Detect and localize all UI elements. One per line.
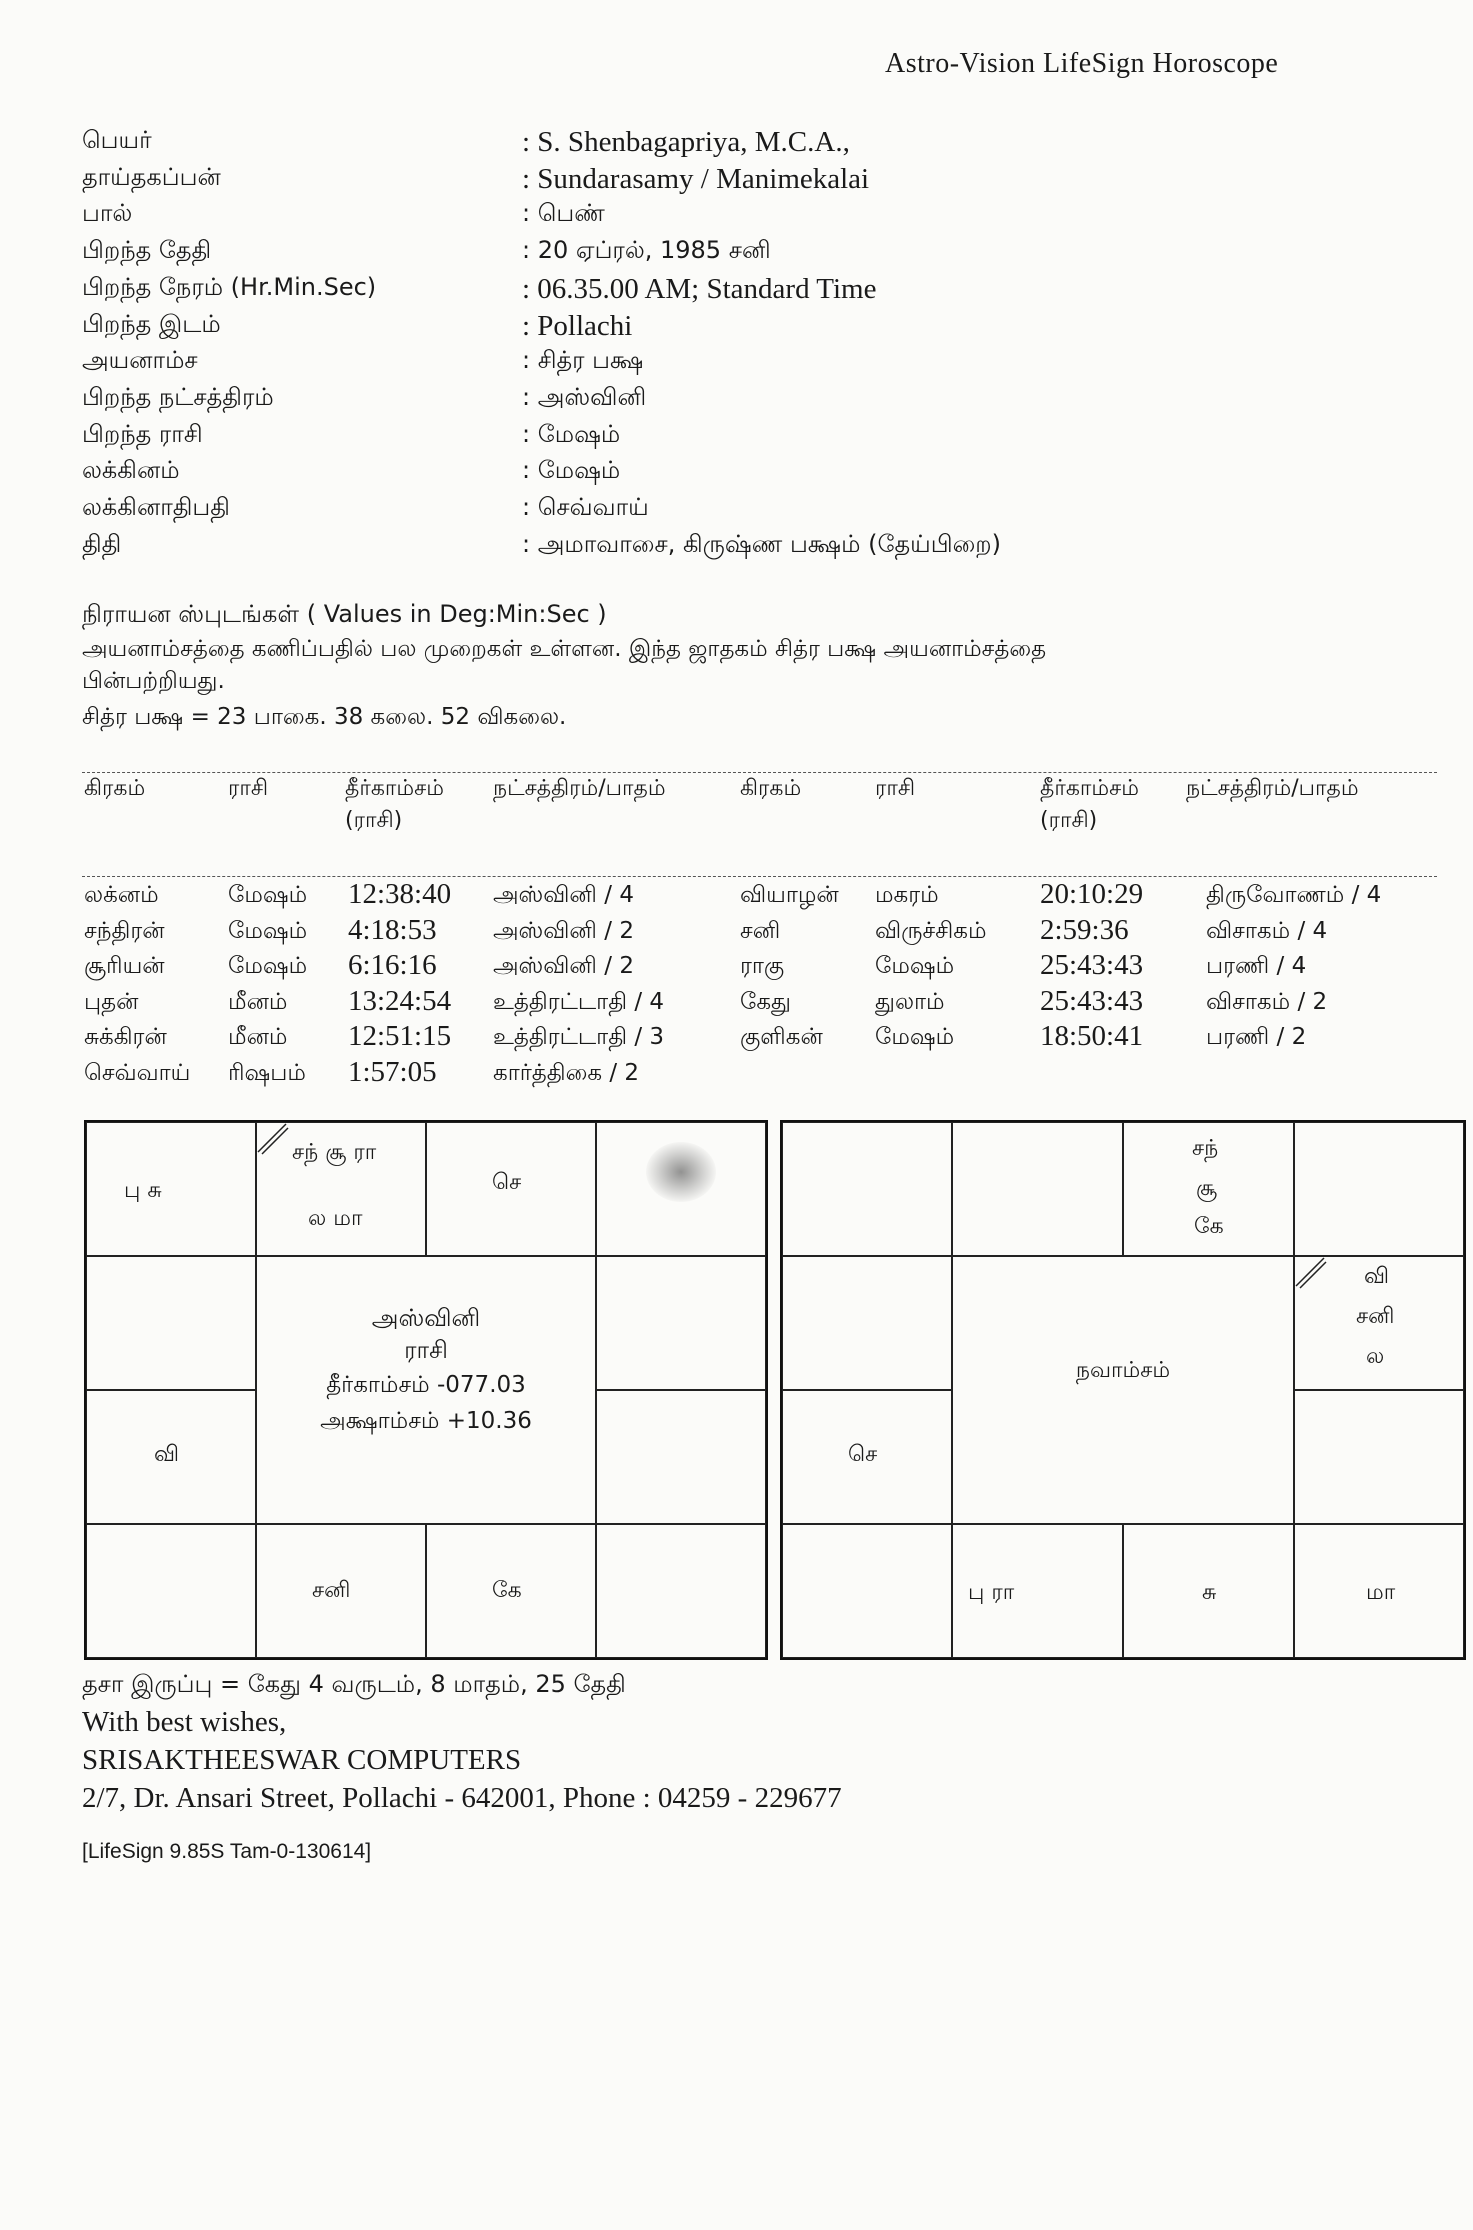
rasi-taurus-planets: செ [492, 1170, 522, 1195]
col-header-rasi-left: ராசி [228, 776, 269, 801]
col-header-graha-right: கிரகம் [740, 776, 802, 801]
col-header-longitude-sub-right: (ராசி) [1040, 808, 1098, 833]
detail-row [0, 310, 1473, 347]
col-header-longitude-left: தீர்காம்சம் [345, 776, 444, 801]
table-cell: 20:10:29 [1040, 878, 1144, 910]
table-cell: சனி [740, 917, 781, 944]
detail-value: : சித்ர பக்ஷ [522, 346, 644, 375]
detail-row [0, 199, 1473, 236]
col-header-longitude-sub-left: (ராசி) [345, 808, 403, 833]
col-header-nakshatra-right: நட்சத்திரம்/பாதம் [1186, 776, 1359, 801]
company-name: SRISAKTHEESWAR COMPUTERS [82, 1744, 522, 1776]
table-cell: மகரம் [875, 882, 939, 908]
navamsa-house-gemini [1294, 1122, 1464, 1256]
table-cell: 12:51:15 [348, 1020, 452, 1052]
detail-label: தாய்தகப்பன் [82, 162, 221, 191]
navamsa-cancer-planet-2: சனி [1356, 1304, 1395, 1329]
table-cell: விசாகம் / 2 [1206, 988, 1328, 1015]
detail-value: : S. Shenbagapriya, M.C.A., [522, 126, 850, 158]
rasi-house-virgo [596, 1524, 766, 1658]
table-cell: அஸ்வினி / 2 [493, 917, 634, 944]
rasi-house-sagittarius [86, 1524, 256, 1658]
ink-smudge [646, 1142, 716, 1202]
detail-row [0, 383, 1473, 420]
table-header-rule [82, 876, 1437, 877]
rasi-scorpio-planets: சனி [312, 1578, 351, 1603]
table-cell: சூரியன் [84, 953, 165, 979]
table-cell: மேஷம் [228, 882, 308, 908]
navamsa-taurus-planet-1: சந் [1192, 1136, 1219, 1161]
table-cell: கார்த்திகை / 2 [493, 1059, 640, 1086]
navamsa-house-pisces [782, 1122, 952, 1256]
detail-label: அயனாம்ச [82, 346, 198, 375]
table-cell: ராகு [740, 953, 785, 979]
detail-value: : செவ்வாய் [522, 493, 649, 521]
navamsa-house-aries [952, 1122, 1123, 1256]
table-cell: விசாகம் / 4 [1206, 917, 1328, 944]
detail-label: பிறந்த தேதி [82, 236, 212, 265]
lagna-marker-icon [256, 1122, 290, 1156]
table-cell: 4:18:53 [348, 913, 437, 946]
table-cell: சுக்கிரன் [84, 1024, 167, 1050]
rasi-house-cancer [596, 1256, 766, 1390]
table-cell: 12:38:40 [348, 878, 452, 910]
detail-value: : அமாவாசை, கிருஷ்ண பக்ஷம் (தேய்பிறை) [522, 529, 1002, 558]
detail-value: : பெண் [522, 199, 605, 228]
navamsa-center-label: நவாம்சம் [1075, 1358, 1171, 1383]
dasa-balance: தசா இருப்பு = கேது 4 வருடம், 8 மாதம், 25 தேதி [82, 1670, 626, 1698]
detail-label: பிறந்த இடம் [82, 309, 221, 338]
detail-label: பெயர் [82, 126, 152, 154]
rasi-house-pisces [86, 1122, 256, 1256]
detail-value: : மேஷம் [522, 456, 621, 485]
detail-row [0, 163, 1473, 200]
table-cell: 18:50:41 [1040, 1020, 1144, 1052]
table-cell: 1:57:05 [348, 1055, 437, 1088]
table-cell: அஸ்வினி / 2 [493, 953, 634, 979]
company-address: 2/7, Dr. Ansari Street, Pollachi - 642001, Phone : 04259 - 229677 [82, 1782, 842, 1814]
detail-row [0, 346, 1473, 383]
nirayana-heading: நிராயன ஸ்புடங்கள் ( Values in Deg:Min:Sec ) [82, 600, 607, 628]
ayanamsa-note-line1: அயனாம்சத்தை கணிப்பதில் பல முறைகள் உள்ளன. இந்த ஜாதகம் சித்ர பக்ஷ அயனாம்சத்தை [82, 636, 1047, 662]
table-cell: வியாழன் [740, 882, 839, 908]
navamsa-cancer-planet-1: வி [1364, 1264, 1390, 1289]
report-title: Astro-Vision LifeSign Horoscope [885, 48, 1279, 79]
detail-value: : மேஷம் [522, 419, 621, 448]
detail-row [0, 456, 1473, 493]
rasi-center-nakshatra: அஸ்வினி [371, 1304, 481, 1332]
rasi-libra-planets: கே [492, 1578, 522, 1603]
table-cell: மீனம் [228, 988, 288, 1015]
table-cell: மேஷம் [228, 953, 308, 979]
navamsa-lagna-marker-icon [1294, 1256, 1328, 1290]
navamsa-taurus-planet-2: சூ [1196, 1176, 1218, 1201]
detail-row [0, 493, 1473, 530]
best-wishes: With best wishes, [82, 1706, 287, 1738]
detail-label: திதி [82, 529, 122, 558]
table-top-rule [82, 772, 1437, 773]
table-cell: ரிஷபம் [228, 1059, 306, 1086]
detail-value: : Pollachi [522, 309, 633, 342]
detail-label: பிறந்த நேரம் (Hr.Min.Sec) [82, 272, 377, 301]
navamsa-chart [780, 1120, 1466, 1660]
detail-label: பால் [82, 199, 133, 228]
table-cell: உத்திரட்டாதி / 3 [493, 1024, 665, 1050]
table-cell: 13:24:54 [348, 984, 452, 1017]
rasi-center-longitude: தீர்காம்சம் -077.03 [326, 1372, 526, 1398]
navamsa-libra-planets: சு [1202, 1580, 1217, 1605]
detail-value: : அஸ்வினி [522, 382, 647, 411]
table-cell: புதன் [84, 988, 139, 1015]
table-cell: 25:43:43 [1040, 984, 1144, 1017]
table-cell: லக்னம் [84, 882, 159, 908]
table-cell: 2:59:36 [1040, 913, 1129, 946]
rasi-center-label: ராசி [404, 1336, 448, 1364]
detail-value: : 20 ஏப்ரல், 1985 சனி [522, 236, 771, 265]
rasi-aries-planets-row1: சந் சூ ரா [292, 1140, 377, 1165]
table-cell: பரணி / 2 [1206, 1024, 1307, 1050]
col-header-nakshatra-left: நட்சத்திரம்/பாதம் [493, 776, 666, 801]
table-cell: மேஷம் [228, 917, 308, 944]
rasi-capricorn-planets: வி [154, 1442, 180, 1467]
detail-label: பிறந்த நட்சத்திரம் [82, 382, 274, 411]
software-version: [LifeSign 9.85S Tam-0-130614] [82, 1840, 372, 1863]
detail-row [0, 126, 1473, 163]
table-cell: 6:16:16 [348, 949, 437, 981]
table-cell: கேது [740, 988, 791, 1015]
table-cell: குளிகன் [740, 1024, 823, 1050]
table-cell: பரணி / 4 [1206, 953, 1307, 979]
navamsa-taurus-planet-3: கே [1194, 1214, 1224, 1239]
detail-row [0, 273, 1473, 310]
table-cell: உத்திரட்டாதி / 4 [493, 988, 665, 1015]
detail-value: : 06.35.00 AM; Standard Time [522, 272, 877, 305]
navamsa-cancer-planet-3: ல [1366, 1344, 1385, 1369]
ayanamsa-value: சித்ர பக்ஷ = 23 பாகை. 38 கலை. 52 விகலை. [82, 704, 567, 730]
navamsa-capricorn-planets: செ [848, 1442, 878, 1467]
detail-value: : Sundarasamy / Manimekalai [522, 162, 870, 195]
navamsa-house-sagittarius [782, 1524, 952, 1658]
rasi-pisces-planets: பு சு [124, 1178, 162, 1203]
rasi-center-latitude: அக்ஷாம்சம் +10.36 [320, 1408, 532, 1434]
navamsa-virgo-planets: மா [1366, 1580, 1396, 1605]
rasi-aries-planets-row2: ல மா [308, 1206, 363, 1231]
detail-label: லக்கினம் [82, 456, 180, 485]
table-cell: விருச்சிகம் [875, 917, 987, 944]
rasi-house-aquarius [86, 1256, 256, 1390]
table-cell: மேஷம் [875, 953, 955, 979]
table-cell: திருவோணம் / 4 [1206, 882, 1382, 908]
col-header-rasi-right: ராசி [875, 776, 916, 801]
table-cell: 25:43:43 [1040, 949, 1144, 981]
navamsa-house-leo [1294, 1390, 1464, 1524]
table-cell: மீனம் [228, 1024, 288, 1050]
navamsa-house-aquarius [782, 1256, 952, 1390]
ayanamsa-note-line2: பின்பற்றியது. [82, 668, 225, 694]
col-header-longitude-right: தீர்காம்சம் [1040, 776, 1139, 801]
detail-row [0, 420, 1473, 457]
table-cell: மேஷம் [875, 1024, 955, 1050]
table-cell: துலாம் [875, 988, 945, 1015]
detail-label: பிறந்த ராசி [82, 419, 203, 448]
detail-label: லக்கினாதிபதி [82, 493, 230, 521]
rasi-chart [84, 1120, 768, 1660]
table-cell: சந்திரன் [84, 917, 165, 944]
table-cell: அஸ்வினி / 4 [493, 882, 634, 908]
rasi-house-leo [596, 1390, 766, 1524]
col-header-graha-left: கிரகம் [84, 776, 146, 801]
detail-row [0, 530, 1473, 567]
detail-row [0, 236, 1473, 273]
navamsa-center-box [952, 1256, 1294, 1524]
navamsa-scorpio-planets: பு ரா [968, 1580, 1015, 1605]
table-cell: செவ்வாய் [84, 1059, 191, 1086]
